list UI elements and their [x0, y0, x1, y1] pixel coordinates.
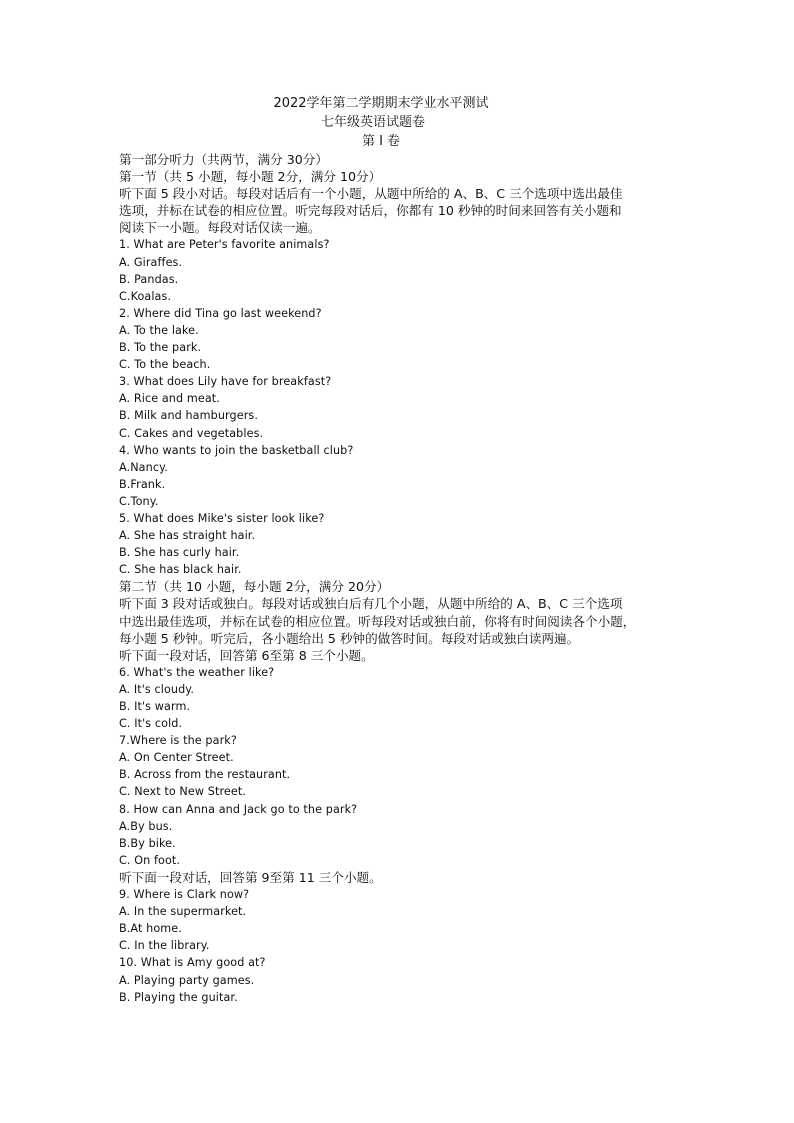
section2-heading: 第二节（共 10 小题，每小题 2分，满分 20分） — [119, 579, 390, 595]
option-4b: B.Frank. — [119, 477, 166, 491]
option-2b: B. To the park. — [119, 341, 202, 355]
question-10: 10. What is Amy good at? — [119, 956, 266, 970]
question-8: 8. How can Anna and Jack go to the park? — [119, 802, 358, 816]
option-7a: A. On Center Street. — [119, 751, 234, 765]
question-9: 9. Where is Clark now? — [119, 888, 250, 902]
option-9b: B.At home. — [119, 922, 182, 936]
option-8c: C. On foot. — [119, 853, 181, 867]
question-2: 2. Where did Tina go last weekend? — [119, 306, 322, 320]
option-6c: C. It's cold. — [119, 717, 183, 731]
question-6: 6. What's the weather like? — [119, 665, 275, 679]
option-3b: B. Milk and hamburgers. — [119, 409, 259, 423]
part1-heading: 第一部分听力（共两节，满分 30分） — [119, 152, 328, 167]
option-1c: C.Koalas. — [119, 289, 172, 303]
option-3c: C. Cakes and vegetables. — [119, 426, 264, 440]
option-10a: A. Playing party games. — [119, 973, 255, 987]
option-5c: C. She has black hair. — [119, 563, 242, 577]
option-9a: A. In the supermarket. — [119, 905, 247, 919]
option-10b: B. Playing the guitar. — [119, 990, 238, 1004]
dialog2-intro: 听下面一段对话，回答第 9至第 11 三个小题。 — [119, 869, 382, 885]
option-7c: C. Next to New Street. — [119, 785, 247, 799]
section2-instruction-line: 听下面 3 段对话或独白。每段对话或独白后有几个小题，从题中所给的 A、B、C 三个选项 — [119, 596, 623, 612]
option-2a: A. To the lake. — [119, 323, 199, 337]
exam-title: 2022学年第二学期期末学业水平测试 — [273, 96, 489, 111]
question-1: 1. What are Peter's favorite animals? — [119, 238, 330, 252]
exam-content — [119, 151, 679, 1006]
option-2c: C. To the beach. — [119, 358, 211, 372]
question-3: 3. What does Lily have for breakfast? — [119, 375, 332, 389]
option-5b: B. She has curly hair. — [119, 546, 240, 560]
section1-heading: 第一节（共 5 小题，每小题 2分，满分 10分） — [119, 169, 382, 185]
option-3a: A. Rice and meat. — [119, 392, 220, 406]
option-1b: B. Pandas. — [119, 272, 179, 286]
section2-instruction-line: 中选出最佳选项，并标在试卷的相应位置。听每段对话或独白前，你将有时间阅读各个小题， — [119, 613, 636, 629]
option-8a: A.By bus. — [119, 819, 173, 833]
option-9c: C. In the library. — [119, 939, 210, 953]
section2-instruction-line: 每小题 5 秒钟。听完后，各小题给出 5 秒钟的做答时间。每段对话或独白读两遍。 — [119, 630, 580, 646]
question-5: 5. What does Mike's sister look like? — [119, 511, 325, 525]
option-7b: B. Across from the restaurant. — [119, 768, 291, 782]
option-1a: A. Giraffes. — [119, 255, 183, 269]
dialog1-intro: 听下面一段对话，回答第 6至第 8 三个小题。 — [119, 647, 374, 663]
option-8b: B.By bike. — [119, 836, 176, 850]
option-4c: C.Tony. — [119, 494, 159, 508]
question-7: 7.Where is the park? — [119, 734, 237, 748]
question-4: 4. Who wants to join the basketball club? — [119, 443, 354, 457]
section1-instruction-line: 选项，并标在试卷的相应位置。听完每段对话后，你都有 10 秒钟的时间来回答有关小题和 — [119, 203, 622, 219]
exam-subtitle: 七年级英语试题卷 — [320, 115, 425, 130]
volume-label: 第 I 卷 — [361, 134, 401, 149]
option-6a: A. It's cloudy. — [119, 682, 195, 696]
section1-instruction-line: 阅读下一小题。每段对话仅读一遍。 — [119, 220, 321, 236]
section1-instruction-line: 听下面 5 段小对话。每段对话后有一个小题，从题中所给的 A、B、C 三个选项中选出最佳 — [119, 186, 623, 202]
option-5a: A. She has straight hair. — [119, 529, 256, 543]
option-4a: A.Nancy. — [119, 460, 168, 474]
option-6b: B. It's warm. — [119, 700, 191, 713]
